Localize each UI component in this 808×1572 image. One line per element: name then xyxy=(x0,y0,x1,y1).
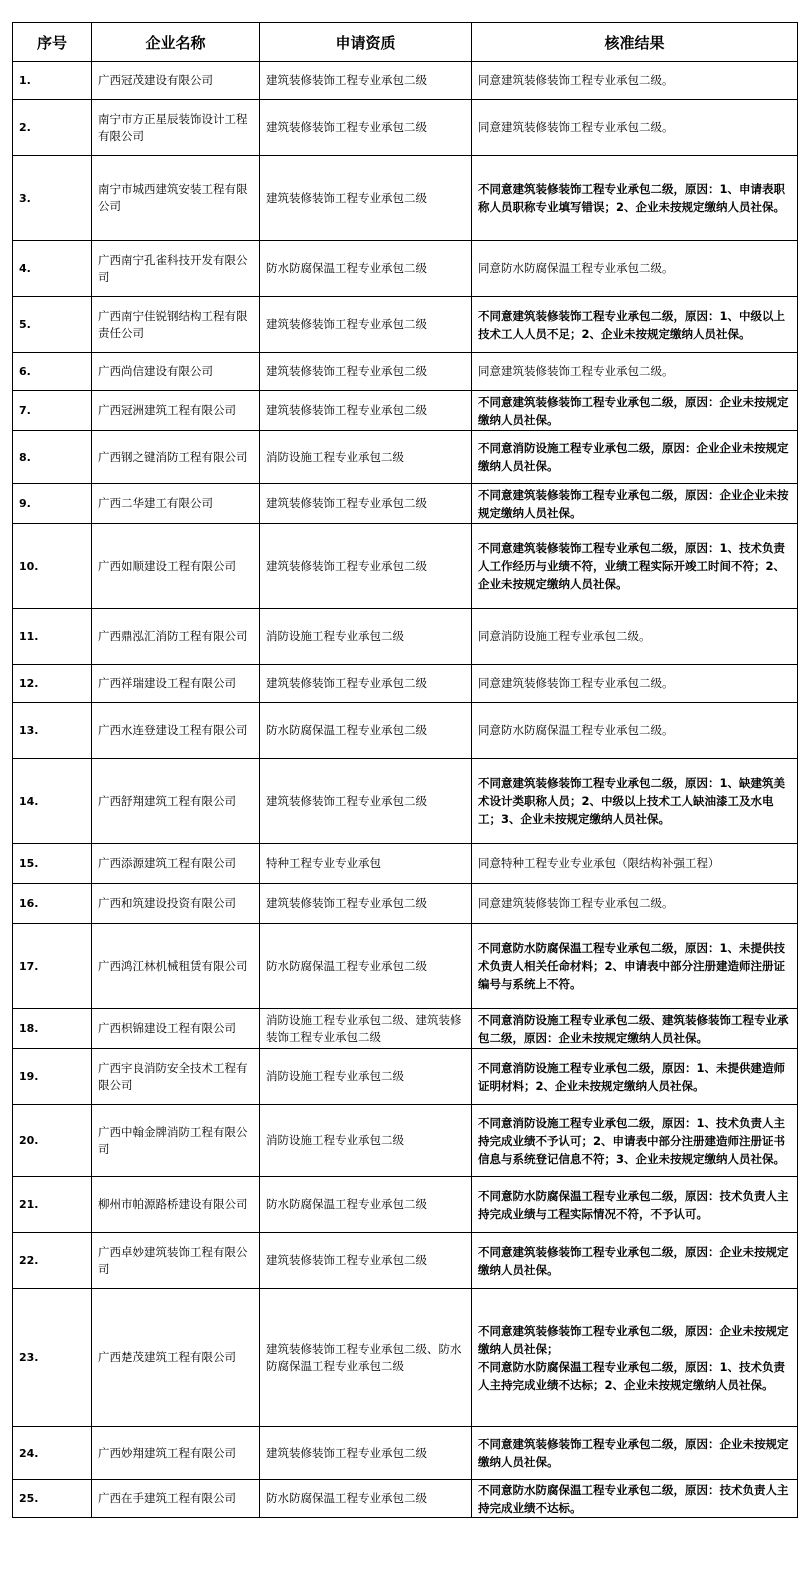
qualification: 防水防腐保温工程专业承包二级 xyxy=(260,241,472,297)
table-row xyxy=(13,1427,798,1480)
row-number: 12. xyxy=(13,665,92,703)
approval-result: 不同意建筑装修装饰工程专业承包二级，原因：企业未按规定缴纳人员社保。 xyxy=(472,1233,798,1289)
row-number: 18. xyxy=(13,1009,92,1049)
company-name: 广西舒翔建筑工程有限公司 xyxy=(92,759,260,844)
table-row xyxy=(13,62,798,100)
company-name: 广西鼎泓汇消防工程有限公司 xyxy=(92,609,260,665)
table-row xyxy=(13,353,798,391)
row-number: 21. xyxy=(13,1177,92,1233)
approval-result: 同意建筑装修装饰工程专业承包二级。 xyxy=(472,884,798,924)
table-row xyxy=(13,1105,798,1177)
company-name: 广西和筑建设投资有限公司 xyxy=(92,884,260,924)
row-number: 19. xyxy=(13,1049,92,1105)
qualification: 建筑装修装饰工程专业承包二级 xyxy=(260,353,472,391)
company-name: 广西冠茂建设有限公司 xyxy=(92,62,260,100)
header-row xyxy=(13,23,798,62)
qualification: 建筑装修装饰工程专业承包二级 xyxy=(260,884,472,924)
approval-result: 同意防水防腐保温工程专业承包二级。 xyxy=(472,703,798,759)
header-number: 序号 xyxy=(13,23,92,62)
company-name: 广西妙翔建筑工程有限公司 xyxy=(92,1427,260,1480)
company-name: 广西卓妙建筑装饰工程有限公司 xyxy=(92,1233,260,1289)
row-number: 25. xyxy=(13,1480,92,1518)
table-row xyxy=(13,703,798,759)
table-row xyxy=(13,431,798,484)
company-name: 广西钢之键消防工程有限公司 xyxy=(92,431,260,484)
company-name: 广西冠洲建筑工程有限公司 xyxy=(92,391,260,431)
company-name: 广西枳锦建设工程有限公司 xyxy=(92,1009,260,1049)
qualification: 建筑装修装饰工程专业承包二级 xyxy=(260,62,472,100)
row-number: 20. xyxy=(13,1105,92,1177)
table-row xyxy=(13,391,798,431)
company-name: 广西如顺建设工程有限公司 xyxy=(92,524,260,609)
table-row xyxy=(13,524,798,609)
approval-result: 同意建筑装修装饰工程专业承包二级。 xyxy=(472,665,798,703)
approval-result: 不同意防水防腐保温工程专业承包二级，原因：技术负责人主持完成业绩与工程实际情况不符，不予认可。 xyxy=(472,1177,798,1233)
qualification: 建筑装修装饰工程专业承包二级 xyxy=(260,759,472,844)
table-row xyxy=(13,609,798,665)
approval-result: 不同意消防设施工程专业承包二级，原因：企业企业未按规定缴纳人员社保。 xyxy=(472,431,798,484)
company-name: 广西尚信建设有限公司 xyxy=(92,353,260,391)
qualification: 建筑装修装饰工程专业承包二级 xyxy=(260,1427,472,1480)
approval-result: 不同意建筑装修装饰工程专业承包二级，原因：1、技术负责人工作经历与业绩不符，业绩工程实际开竣工时间不符；2、企业未按规定缴纳人员社保。 xyxy=(472,524,798,609)
approval-result: 不同意建筑装修装饰工程专业承包二级，原因：1、申请表职称人员职称专业填写错误；2、企业未按规定缴纳人员社保。 xyxy=(472,156,798,241)
approval-result: 不同意消防设施工程专业承包二级，原因：1、未提供建造师证明材料；2、企业未按规定缴纳人员社保。 xyxy=(472,1049,798,1105)
company-name: 广西宇良消防安全技术工程有限公司 xyxy=(92,1049,260,1105)
table-row xyxy=(13,1480,798,1518)
qualification: 防水防腐保温工程专业承包二级 xyxy=(260,703,472,759)
company-name: 广西南宁佳锐钢结构工程有限责任公司 xyxy=(92,297,260,353)
approval-result: 不同意建筑装修装饰工程专业承包二级，原因：企业企业未按规定缴纳人员社保。 xyxy=(472,484,798,524)
approval-result: 不同意建筑装修装饰工程专业承包二级，原因：1、中级以上技术工人人员不足；2、企业未按规定缴纳人员社保。 xyxy=(472,297,798,353)
qualification: 防水防腐保温工程专业承包二级 xyxy=(260,924,472,1009)
approval-result: 不同意建筑装修装饰工程专业承包二级，原因：企业未按规定缴纳人员社保。 xyxy=(472,1427,798,1480)
approval-table xyxy=(12,22,798,1518)
row-number: 11. xyxy=(13,609,92,665)
table-row xyxy=(13,241,798,297)
approval-result: 不同意消防设施工程专业承包二级，原因：1、技术负责人主持完成业绩不予认可；2、申请表中部分注册建造师注册证书信息与系统登记信息不符；3、企业未按规定缴纳人员社保。 xyxy=(472,1105,798,1177)
qualification: 消防设施工程专业承包二级、建筑装修装饰工程专业承包二级 xyxy=(260,1009,472,1049)
approval-result: 同意防水防腐保温工程专业承包二级。 xyxy=(472,241,798,297)
row-number: 13. xyxy=(13,703,92,759)
table-row xyxy=(13,297,798,353)
row-number: 6. xyxy=(13,353,92,391)
company-name: 广西南宁孔雀科技开发有限公司 xyxy=(92,241,260,297)
table-row xyxy=(13,1177,798,1233)
row-number: 15. xyxy=(13,844,92,884)
row-number: 24. xyxy=(13,1427,92,1480)
table-row xyxy=(13,100,798,156)
qualification: 特种工程专业专业承包 xyxy=(260,844,472,884)
header-result: 核准结果 xyxy=(472,23,798,62)
approval-result: 同意建筑装修装饰工程专业承包二级。 xyxy=(472,353,798,391)
approval-result: 不同意消防设施工程专业承包二级、建筑装修装饰工程专业承包二级，原因：企业未按规定缴纳人员社保。 xyxy=(472,1009,798,1049)
table-row xyxy=(13,665,798,703)
table-row xyxy=(13,1289,798,1427)
table-row xyxy=(13,759,798,844)
company-name: 广西添源建筑工程有限公司 xyxy=(92,844,260,884)
qualification: 建筑装修装饰工程专业承包二级 xyxy=(260,1233,472,1289)
qualification: 消防设施工程专业承包二级 xyxy=(260,431,472,484)
qualification: 建筑装修装饰工程专业承包二级、防水防腐保温工程专业承包二级 xyxy=(260,1289,472,1427)
row-number: 7. xyxy=(13,391,92,431)
qualification: 建筑装修装饰工程专业承包二级 xyxy=(260,297,472,353)
row-number: 23. xyxy=(13,1289,92,1427)
company-name: 南宁市城西建筑安装工程有限公司 xyxy=(92,156,260,241)
table-row xyxy=(13,1049,798,1105)
row-number: 22. xyxy=(13,1233,92,1289)
company-name: 广西在手建筑工程有限公司 xyxy=(92,1480,260,1518)
table-row xyxy=(13,844,798,884)
row-number: 5. xyxy=(13,297,92,353)
company-name: 广西鸿江林机械租赁有限公司 xyxy=(92,924,260,1009)
qualification: 建筑装修装饰工程专业承包二级 xyxy=(260,100,472,156)
row-number: 16. xyxy=(13,884,92,924)
qualification: 防水防腐保温工程专业承包二级 xyxy=(260,1480,472,1518)
qualification: 防水防腐保温工程专业承包二级 xyxy=(260,1177,472,1233)
row-number: 14. xyxy=(13,759,92,844)
qualification: 消防设施工程专业承包二级 xyxy=(260,1049,472,1105)
company-name: 广西二华建工有限公司 xyxy=(92,484,260,524)
qualification: 建筑装修装饰工程专业承包二级 xyxy=(260,484,472,524)
row-number: 4. xyxy=(13,241,92,297)
company-name: 广西楚茂建筑工程有限公司 xyxy=(92,1289,260,1427)
approval-result: 不同意防水防腐保温工程专业承包二级，原因：1、未提供技术负责人相关任命材料；2、申请表中部分注册建造师注册证编号与系统上不符。 xyxy=(472,924,798,1009)
row-number: 8. xyxy=(13,431,92,484)
row-number: 3. xyxy=(13,156,92,241)
table-row xyxy=(13,484,798,524)
qualification: 建筑装修装饰工程专业承包二级 xyxy=(260,524,472,609)
row-number: 2. xyxy=(13,100,92,156)
company-name: 广西水连登建设工程有限公司 xyxy=(92,703,260,759)
company-name: 广西祥瑞建设工程有限公司 xyxy=(92,665,260,703)
approval-result: 不同意建筑装修装饰工程专业承包二级，原因：企业未按规定缴纳人员社保； 不同意防水防腐保温工程专业承包二级，原因：1、技术负责人主持完成业绩不达标；2、企业未按规定缴纳人员社保。 xyxy=(472,1289,798,1427)
approval-result: 不同意防水防腐保温工程专业承包二级，原因：技术负责人主持完成业绩不达标。 xyxy=(472,1480,798,1518)
approval-result: 同意特种工程专业专业承包（限结构补强工程） xyxy=(472,844,798,884)
row-number: 1. xyxy=(13,62,92,100)
company-name: 柳州市帕源路桥建设有限公司 xyxy=(92,1177,260,1233)
approval-result: 同意建筑装修装饰工程专业承包二级。 xyxy=(472,100,798,156)
qualification: 建筑装修装饰工程专业承包二级 xyxy=(260,391,472,431)
table-row xyxy=(13,924,798,1009)
table-row xyxy=(13,1009,798,1049)
table-row xyxy=(13,884,798,924)
row-number: 17. xyxy=(13,924,92,1009)
approval-result: 同意建筑装修装饰工程专业承包二级。 xyxy=(472,62,798,100)
qualification: 消防设施工程专业承包二级 xyxy=(260,1105,472,1177)
company-name: 广西中翰金牌消防工程有限公司 xyxy=(92,1105,260,1177)
table-row xyxy=(13,1233,798,1289)
qualification: 消防设施工程专业承包二级 xyxy=(260,609,472,665)
table-row xyxy=(13,156,798,241)
header-qualification: 申请资质 xyxy=(260,23,472,62)
row-number: 10. xyxy=(13,524,92,609)
company-name: 南宁市方正星辰装饰设计工程有限公司 xyxy=(92,100,260,156)
approval-result: 不同意建筑装修装饰工程专业承包二级，原因：企业未按规定缴纳人员社保。 xyxy=(472,391,798,431)
approval-result: 不同意建筑装修装饰工程专业承包二级，原因：1、缺建筑美术设计类职称人员；2、中级以上技术工人缺油漆工及水电工；3、企业未按规定缴纳人员社保。 xyxy=(472,759,798,844)
header-company: 企业名称 xyxy=(92,23,260,62)
qualification: 建筑装修装饰工程专业承包二级 xyxy=(260,665,472,703)
row-number: 9. xyxy=(13,484,92,524)
approval-result: 同意消防设施工程专业承包二级。 xyxy=(472,609,798,665)
qualification: 建筑装修装饰工程专业承包二级 xyxy=(260,156,472,241)
